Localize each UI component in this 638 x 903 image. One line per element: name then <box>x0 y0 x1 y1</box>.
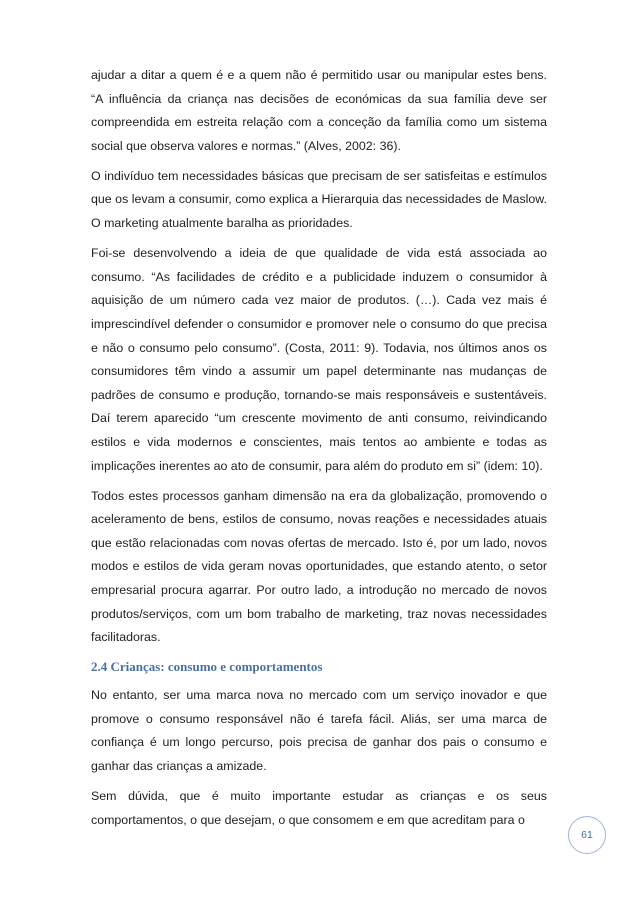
paragraph-1: ajudar a ditar a quem é e a quem não é permitido usar ou manipular estes bens. “A influência da criança nas decisões de económicas da sua família deve ser compreendida em estreita relação com a conceção da família como um sistema social que observa valores e normas.” (Alves, 2002: 36). <box>91 68 547 153</box>
paragraph-2: O indivíduo tem necessidades básicas que precisam de ser satisfeitas e estímulos que os levam a consumir, como explica a Hierarquia das necessidades de Maslow. O marketing atualmente baralha as prioridades. <box>91 168 547 231</box>
page-number-badge <box>568 816 606 854</box>
body-text <box>91 64 547 839</box>
paragraph-4: Todos estes processos ganham dimensão na era da globalização, promovendo o aceleramento de bens, estilos de consumo, novas reações e necessidades atuais que estão relacionadas com novas ofertas de mercado. Isto é, por um lado, novos modos e estilos de vida geram novas oportunidades, que estando atento, o setor empresarial procura agarrar. Por outro lado, a introdução no mercado de novos produtos/serviços, com um bom trabalho de marketing, traz novas necessidades facilitadoras. <box>91 488 547 645</box>
paragraph-6: Sem dúvida, que é muito importante estudar as crianças e os seus comportamentos, o que desejam, o que consomem e em que acreditam para o <box>91 789 547 827</box>
section-heading: 2.4 Crianças: consumo e comportamentos <box>91 659 323 675</box>
page-number: 61 <box>581 829 593 841</box>
paragraph-3: Foi-se desenvolvendo a ideia de que qualidade de vida está associada ao consumo. “As facilidades de crédito e a publicidade induzem o consumidor à aquisição de um número cada vez maior de produtos. (…). Cada vez mais é imprescindível defender o consumidor e promover nele o consumo do que precisa e não o consumo pelo consumo”. (Costa, 2011: 9). Todavia, nos últimos anos os consumidores têm vindo a assumir um papel determinante nas mudanças de padrões de consumo e produção, tornando-se mais responsáveis e sustentáveis. Daí terem aparecido “um crescente movimento de anti consumo, reivindicando estilos e vida modernos e conscientes, mais tentos ao ambiente e todas as implicações inerentes ao ato de consumir, para além do produto em si” (idem: 10). <box>91 246 547 473</box>
paragraph-5: No entanto, ser uma marca nova no mercado com um serviço inovador e que promove o consumo responsável não é tarefa fácil. Aliás, ser uma marca de confiança é um longo percurso, pois precisa de ganhar dos pais o consumo e ganhar das crianças a amizade. <box>91 688 547 774</box>
